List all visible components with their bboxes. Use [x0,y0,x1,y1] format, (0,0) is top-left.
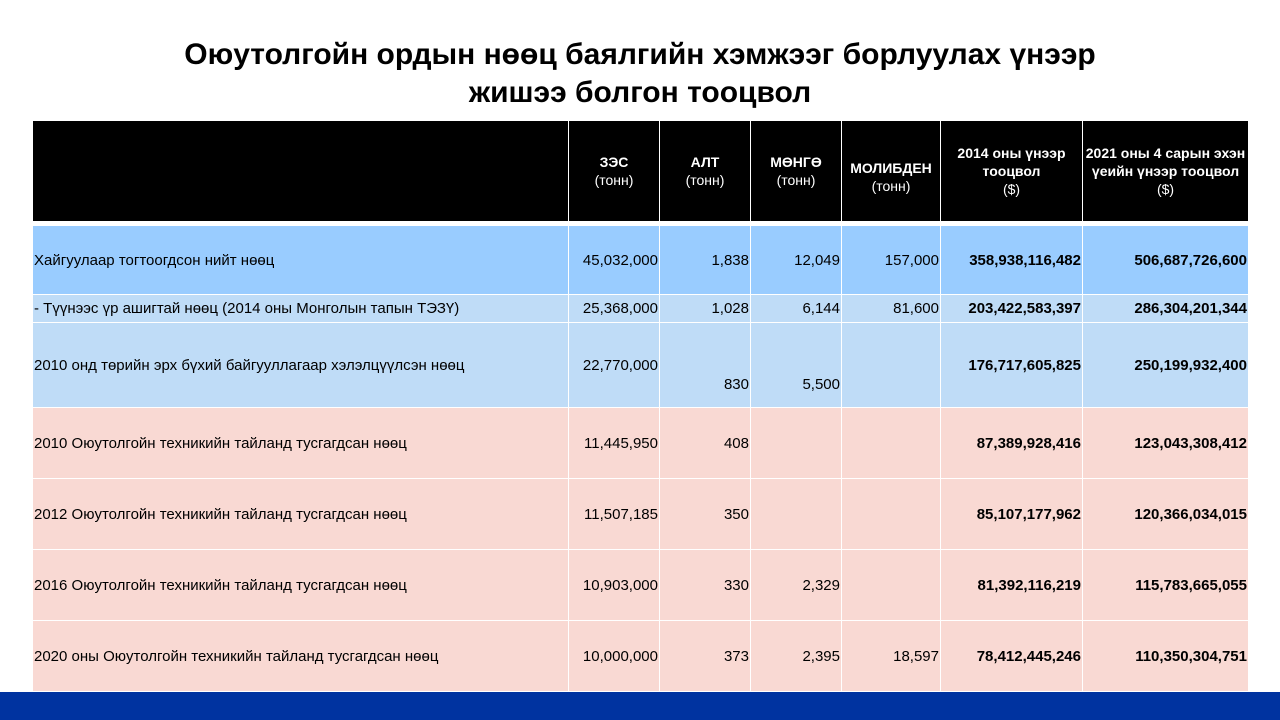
table-row [33,323,1249,408]
header-molybdenum-unit: (тонн) [871,178,911,194]
row-copper: 11,445,950 [569,408,660,479]
row-value-2021: 250,199,932,400 [1083,323,1249,408]
row-name: - Түүнээс үр ашигтай нөөц (2014 оны Монголын тапын ТЭЗҮ) [33,295,569,323]
row-value-2014: 358,938,116,482 [941,226,1083,295]
header-cell-copper [569,121,660,222]
header-value-2021-label: 2021 оны 4 сарын эхэн үеийн үнээр тооцвол [1085,145,1246,179]
row-value-2014: 203,422,583,397 [941,295,1083,323]
row-gold: 350 [660,479,751,550]
row-molybdenum [842,408,941,479]
row-molybdenum: 157,000 [842,226,941,295]
header-cell-gold [660,121,751,222]
header-copper-unit: (тонн) [594,172,634,188]
header-copper-label: ЗЭС [599,154,629,170]
row-silver: 2,395 [751,621,842,692]
row-gold: 1,028 [660,295,751,323]
row-gold: 1,838 [660,226,751,295]
row-value-2014: 78,412,445,246 [941,621,1083,692]
table-row [33,479,1249,550]
header-gold-label: АЛТ [690,154,720,170]
row-name: Хайгуулаар тогтоогдсон нийт нөөц [33,226,569,295]
row-silver: 5,500 [751,323,842,408]
row-value-2014: 85,107,177,962 [941,479,1083,550]
row-copper: 10,000,000 [569,621,660,692]
header-gold-unit: (тонн) [685,172,725,188]
row-value-2021: 120,366,034,015 [1083,479,1249,550]
row-gold: 373 [660,621,751,692]
table-row [33,550,1249,621]
footer-bar [0,692,1280,720]
row-value-2021: 123,043,308,412 [1083,408,1249,479]
header-cell-molybdenum [842,121,941,222]
row-value-2014: 176,717,605,825 [941,323,1083,408]
header-cell-name [33,121,569,222]
table-row [33,226,1249,295]
row-name: 2010 онд төрийн эрх бүхий байгууллагаар хэлэлцүүлсэн нөөц [33,323,569,408]
row-gold: 830 [660,323,751,408]
row-name: 2010 Оюутолгойн техникийн тайланд тусгагдсан нөөц [33,408,569,479]
row-value-2021: 115,783,665,055 [1083,550,1249,621]
row-molybdenum: 18,597 [842,621,941,692]
table-row [33,621,1249,692]
row-gold: 408 [660,408,751,479]
header-molybdenum-label: МОЛИБДЕН [850,160,932,176]
row-molybdenum [842,479,941,550]
slide-title-line-2: жишээ болгон тооцвол [468,76,812,109]
row-silver [751,479,842,550]
row-silver [751,408,842,479]
row-copper: 45,032,000 [569,226,660,295]
row-copper: 11,507,185 [569,479,660,550]
row-copper: 22,770,000 [569,323,660,408]
header-value-2014-label: 2014 оны үнээр тооцвол [957,145,1066,179]
row-name: 2020 оны Оюутолгойн техникийн тайланд тусгагдсан нөөц [33,621,569,692]
row-copper: 10,903,000 [569,550,660,621]
row-molybdenum: 81,600 [842,295,941,323]
row-name: 2012 Оюутолгойн техникийн тайланд тусгагдсан нөөц [33,479,569,550]
row-value-2021: 110,350,304,751 [1083,621,1249,692]
header-cell-value-2021 [1083,121,1249,222]
reserves-table [32,120,1249,692]
header-cell-silver [751,121,842,222]
table-header-row [33,121,1249,222]
table-row [33,295,1249,323]
slide-title-line-1: Оюутолгойн ордын нөөц баялгийн хэмжээг борлуулах үнээр [184,38,1096,71]
table-row [33,408,1249,479]
row-value-2014: 87,389,928,416 [941,408,1083,479]
row-value-2021: 506,687,726,600 [1083,226,1249,295]
row-silver: 12,049 [751,226,842,295]
row-molybdenum [842,550,941,621]
header-value-2021-unit: ($) [1156,181,1175,197]
row-value-2021: 286,304,201,344 [1083,295,1249,323]
header-silver-unit: (тонн) [776,172,816,188]
row-gold: 330 [660,550,751,621]
header-silver-label: МӨНГӨ [770,154,822,170]
header-value-2014-unit: ($) [1002,181,1021,197]
row-silver: 6,144 [751,295,842,323]
row-copper: 25,368,000 [569,295,660,323]
row-name: 2016 Оюутолгойн техникийн тайланд тусгагдсан нөөц [33,550,569,621]
row-molybdenum [842,323,941,408]
slide-title [0,36,1280,112]
row-silver: 2,329 [751,550,842,621]
row-value-2014: 81,392,116,219 [941,550,1083,621]
header-cell-value-2014 [941,121,1083,222]
